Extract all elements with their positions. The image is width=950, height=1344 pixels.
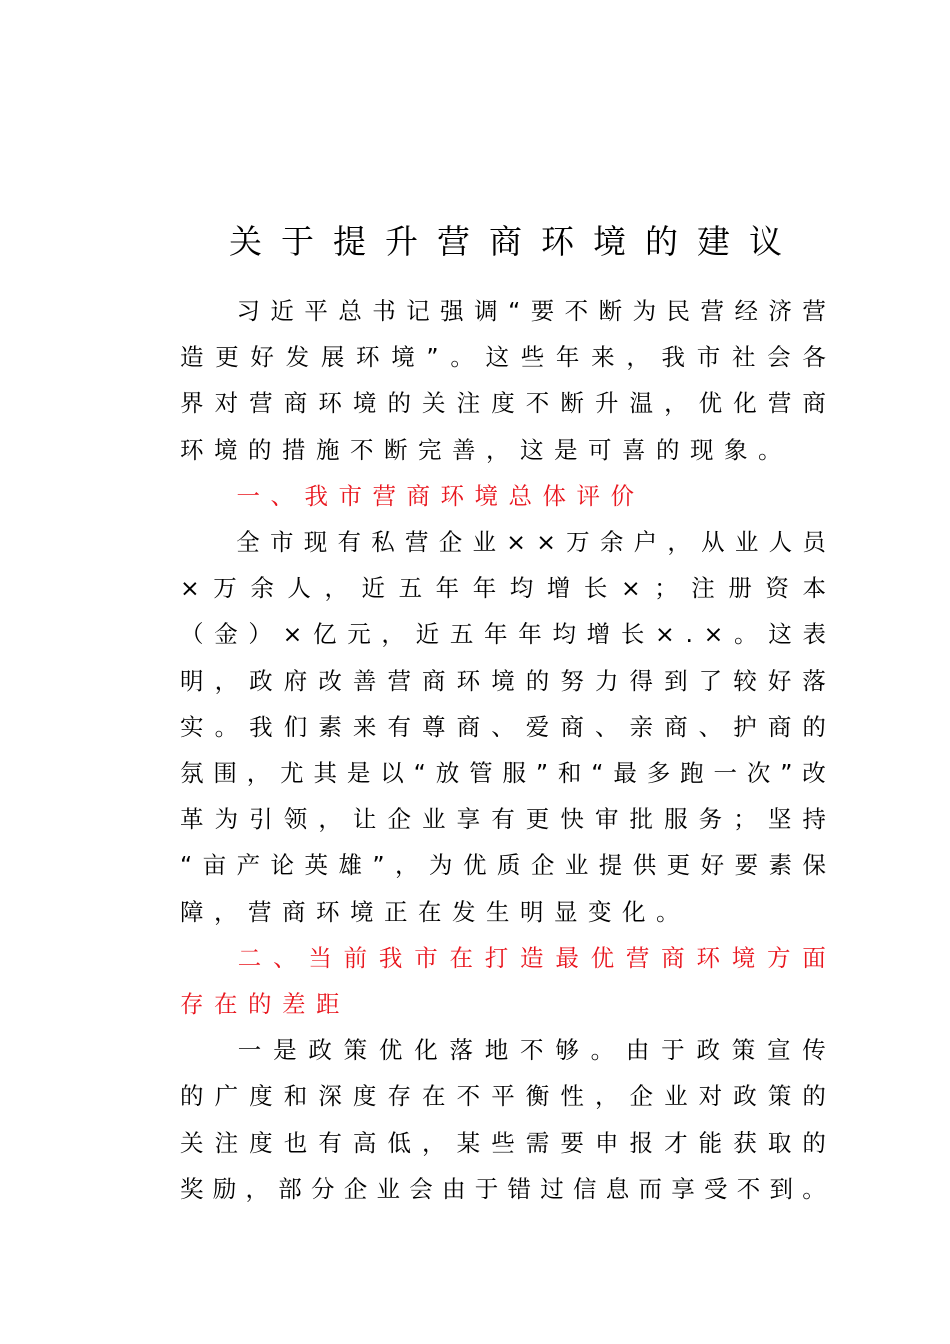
paragraph-line: 习 近 平 总 书 记 强 调 “ 要 不 断 为 民 营 经 济 营 [236, 297, 826, 325]
paragraph-line: 革 为 引 领 ， 让 企 业 享 有 更 快 审 批 服 务 ； 坚 持 [180, 805, 826, 834]
paragraph-line: 障 ， 营 商 环 境 正 在 发 生 明 显 变 化 。 [180, 897, 680, 926]
paragraph-line: 关 注 度 也 有 高 低 ， 某 些 需 要 申 报 才 能 获 取 的 [180, 1128, 826, 1157]
paragraph-line: × 万 余 人 ， 近 五 年 年 均 增 长 × ； 注 册 资 本 [180, 574, 826, 603]
paragraph-line: 全 市 现 有 私 营 企 业 × × 万 余 户 ， 从 业 人 员 [236, 528, 826, 556]
paragraph-line: 一 是 政 策 优 化 落 地 不 够 。 由 于 政 策 宣 传 [237, 1036, 826, 1065]
paragraph-line: （ 金 ） × 亿 元 ， 近 五 年 年 均 增 长 × . × 。 这 表 [180, 620, 826, 649]
document-title: 关于提升营商环境的建议 [229, 222, 801, 261]
section-heading-line: 一 、 我 市 营 商 环 境 总 体 评 价 [236, 481, 634, 510]
paragraph-line: 奖 励 ， 部 分 企 业 会 由 于 错 过 信 息 而 享 受 不 到 。 [180, 1174, 826, 1203]
section-heading-line: 二 、 当 前 我 市 在 打 造 最 优 营 商 环 境 方 面 [237, 943, 826, 972]
paragraph-line: 环 境 的 措 施 不 断 完 善 ， 这 是 可 喜 的 现 象 。 [180, 435, 782, 464]
paragraph-line: 氛 围 ， 尤 其 是 以 “ 放 管 服 ” 和 “ 最 多 跑 一 次 ” 改 [180, 759, 826, 787]
paragraph-line: 明 ， 政 府 改 善 营 商 环 境 的 努 力 得 到 了 较 好 落 [180, 666, 826, 695]
paragraph-line: 的 广 度 和 深 度 存 在 不 平 衡 性 ， 企 业 对 政 策 的 [180, 1082, 826, 1111]
paragraph-line: 界 对 营 商 环 境 的 关 注 度 不 断 升 温 ， 优 化 营 商 [180, 389, 826, 418]
section-heading-line: 存 在 的 差 距 [180, 990, 340, 1018]
paragraph-line: 实 。 我 们 素 来 有 尊 商 、 爱 商 、 亲 商 、 护 商 的 [180, 712, 826, 741]
paragraph-line: “ 亩 产 论 英 雄 ” ， 为 优 质 企 业 提 供 更 好 要 素 保 [180, 851, 826, 880]
paragraph-line: 造 更 好 发 展 环 境 ” 。 这 些 年 来 ， 我 市 社 会 各 [180, 343, 826, 372]
